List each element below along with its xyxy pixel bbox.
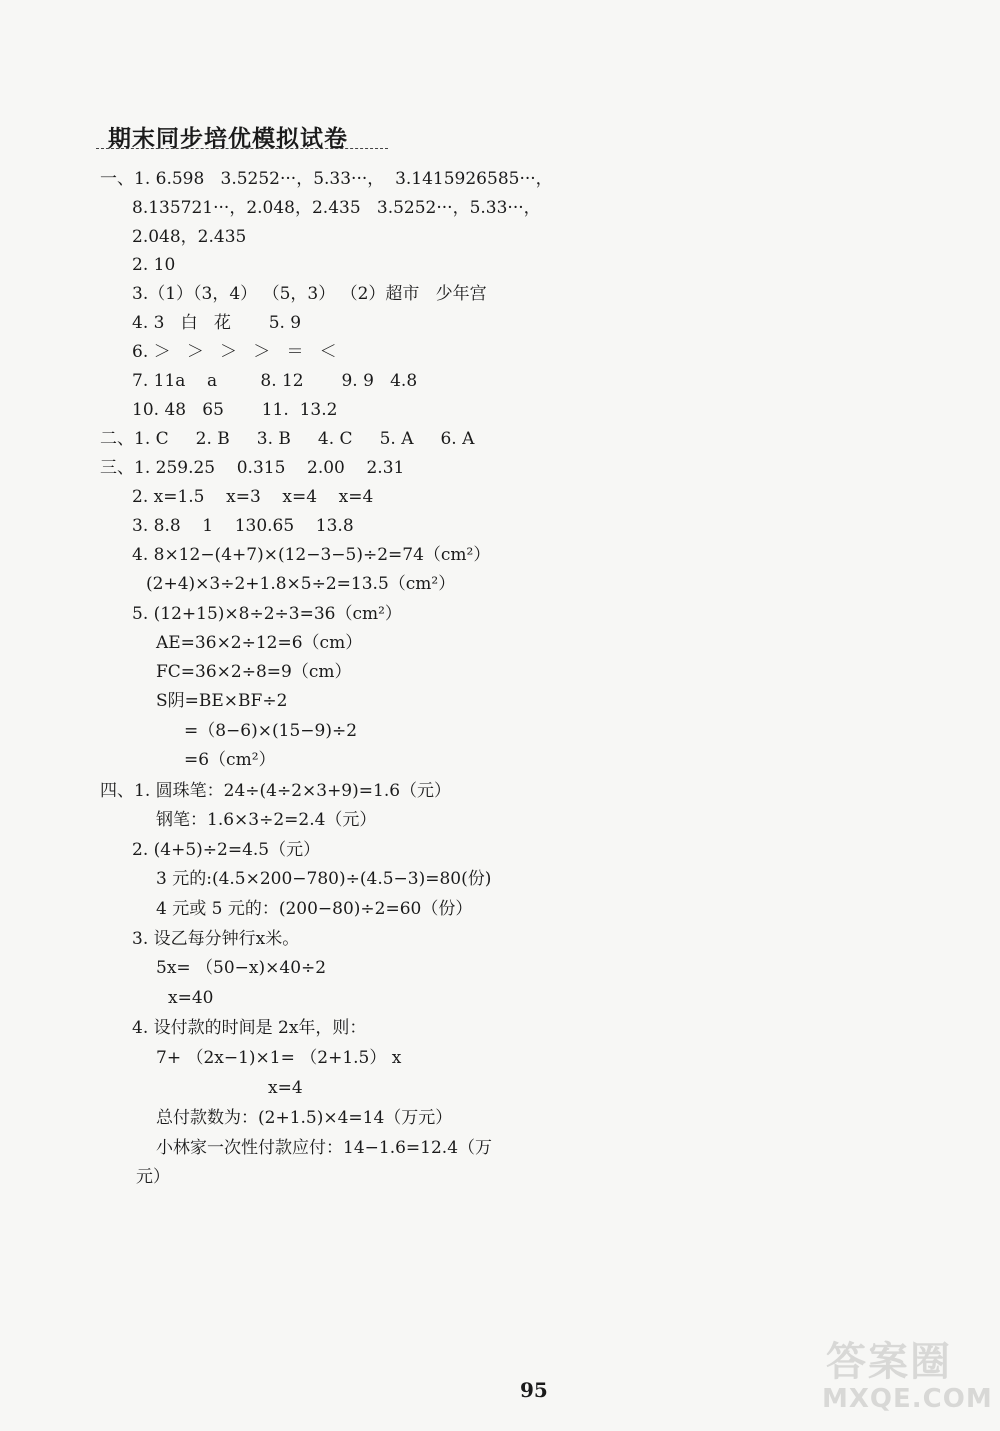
answer-line: 8.135721···，2.048，2.435 3.5252···，5.33···， (132, 198, 541, 218)
watermark-top-text: 答案圈 (826, 1339, 952, 1385)
answer-line: 2.048，2.435 (132, 227, 247, 247)
answer-line: 4. 8×12−(4+7)×(12−3−5)÷2=74（cm²） (132, 545, 491, 565)
answer-line: 四、1. 圆珠笔：24÷(4÷2×3+9)=1.6（元） (100, 781, 452, 801)
answer-line: AE=36×2÷12=6（cm） (156, 633, 363, 653)
answer-line: 10. 48 65 11. 13.2 (132, 400, 338, 420)
answer-line: 一、1. 6.598 3.5252···，5.33···， 3.1415926585···， (100, 169, 553, 189)
answer-line: 5x= （50−x)×40÷2 (156, 958, 327, 978)
answer-line: 元） (136, 1167, 170, 1187)
answer-line: 3. 设乙每分钟行x米。 (132, 929, 300, 949)
answer-line: 2. (4+5)÷2=4.5（元） (132, 840, 321, 860)
answer-line: 三、1. 259.25 0.315 2.00 2.31 (100, 458, 405, 478)
answer-line: 3 元的:(4.5×200−780)÷(4.5−3)=80(份) (156, 869, 492, 889)
answer-line: 7+ （2x−1)×1= （2+1.5） x (156, 1048, 402, 1068)
answer-line: 3. 8.8 1 130.65 13.8 (132, 516, 354, 536)
answer-line: 小林家一次性付款应付：14−1.6=12.4（万 (156, 1138, 493, 1158)
answer-line: =6（cm²） (184, 750, 276, 770)
page-number: 95 (520, 1378, 548, 1402)
answer-line: x=40 (168, 988, 214, 1008)
answer-line: FC=36×2÷8=9（cm） (156, 662, 352, 682)
page-title: 期末同步培优模拟试卷 (108, 126, 348, 152)
answer-line: 总付款数为：(2+1.5)×4=14（万元） (156, 1108, 453, 1128)
answer-line: 3.（1）（3，4） （5，3） （2）超市 少年宫 (132, 284, 487, 304)
answer-line: 二、1. C 2. B 3. B 4. C 5. A 6. A (100, 429, 475, 449)
answer-line: 钢笔：1.6×3÷2=2.4（元） (156, 810, 377, 830)
title-underline (96, 148, 388, 149)
watermark-logo (822, 1340, 994, 1430)
watermark-bottom-text: MXQE.COM (822, 1384, 993, 1414)
answer-line: 2. x=1.5 x=3 x=4 x=4 (132, 487, 374, 507)
answer-line: =（8−6)×(15−9)÷2 (184, 721, 358, 741)
answer-line: 2. 10 (132, 255, 176, 275)
answer-line: 7. 11a a 8. 12 9. 9 4.8 (132, 371, 418, 391)
answer-line: 5. (12+15)×8÷2÷3=36（cm²） (132, 604, 402, 624)
answer-line: 4. 设付款的时间是 2x年，则： (132, 1018, 367, 1038)
answer-line: 6. ＞ ＞ ＞ ＞ ＝ ＜ (132, 342, 337, 362)
answer-line: 4. 3 白 花 5. 9 (132, 313, 302, 333)
answer-line: (2+4)×3÷2+1.8×5÷2=13.5（cm²） (146, 574, 456, 594)
answer-line: 4 元或 5 元的：(200−80)÷2=60（份） (156, 899, 473, 919)
answer-line: x=4 (268, 1078, 303, 1098)
answer-line: S阴=BE×BF÷2 (156, 691, 288, 711)
